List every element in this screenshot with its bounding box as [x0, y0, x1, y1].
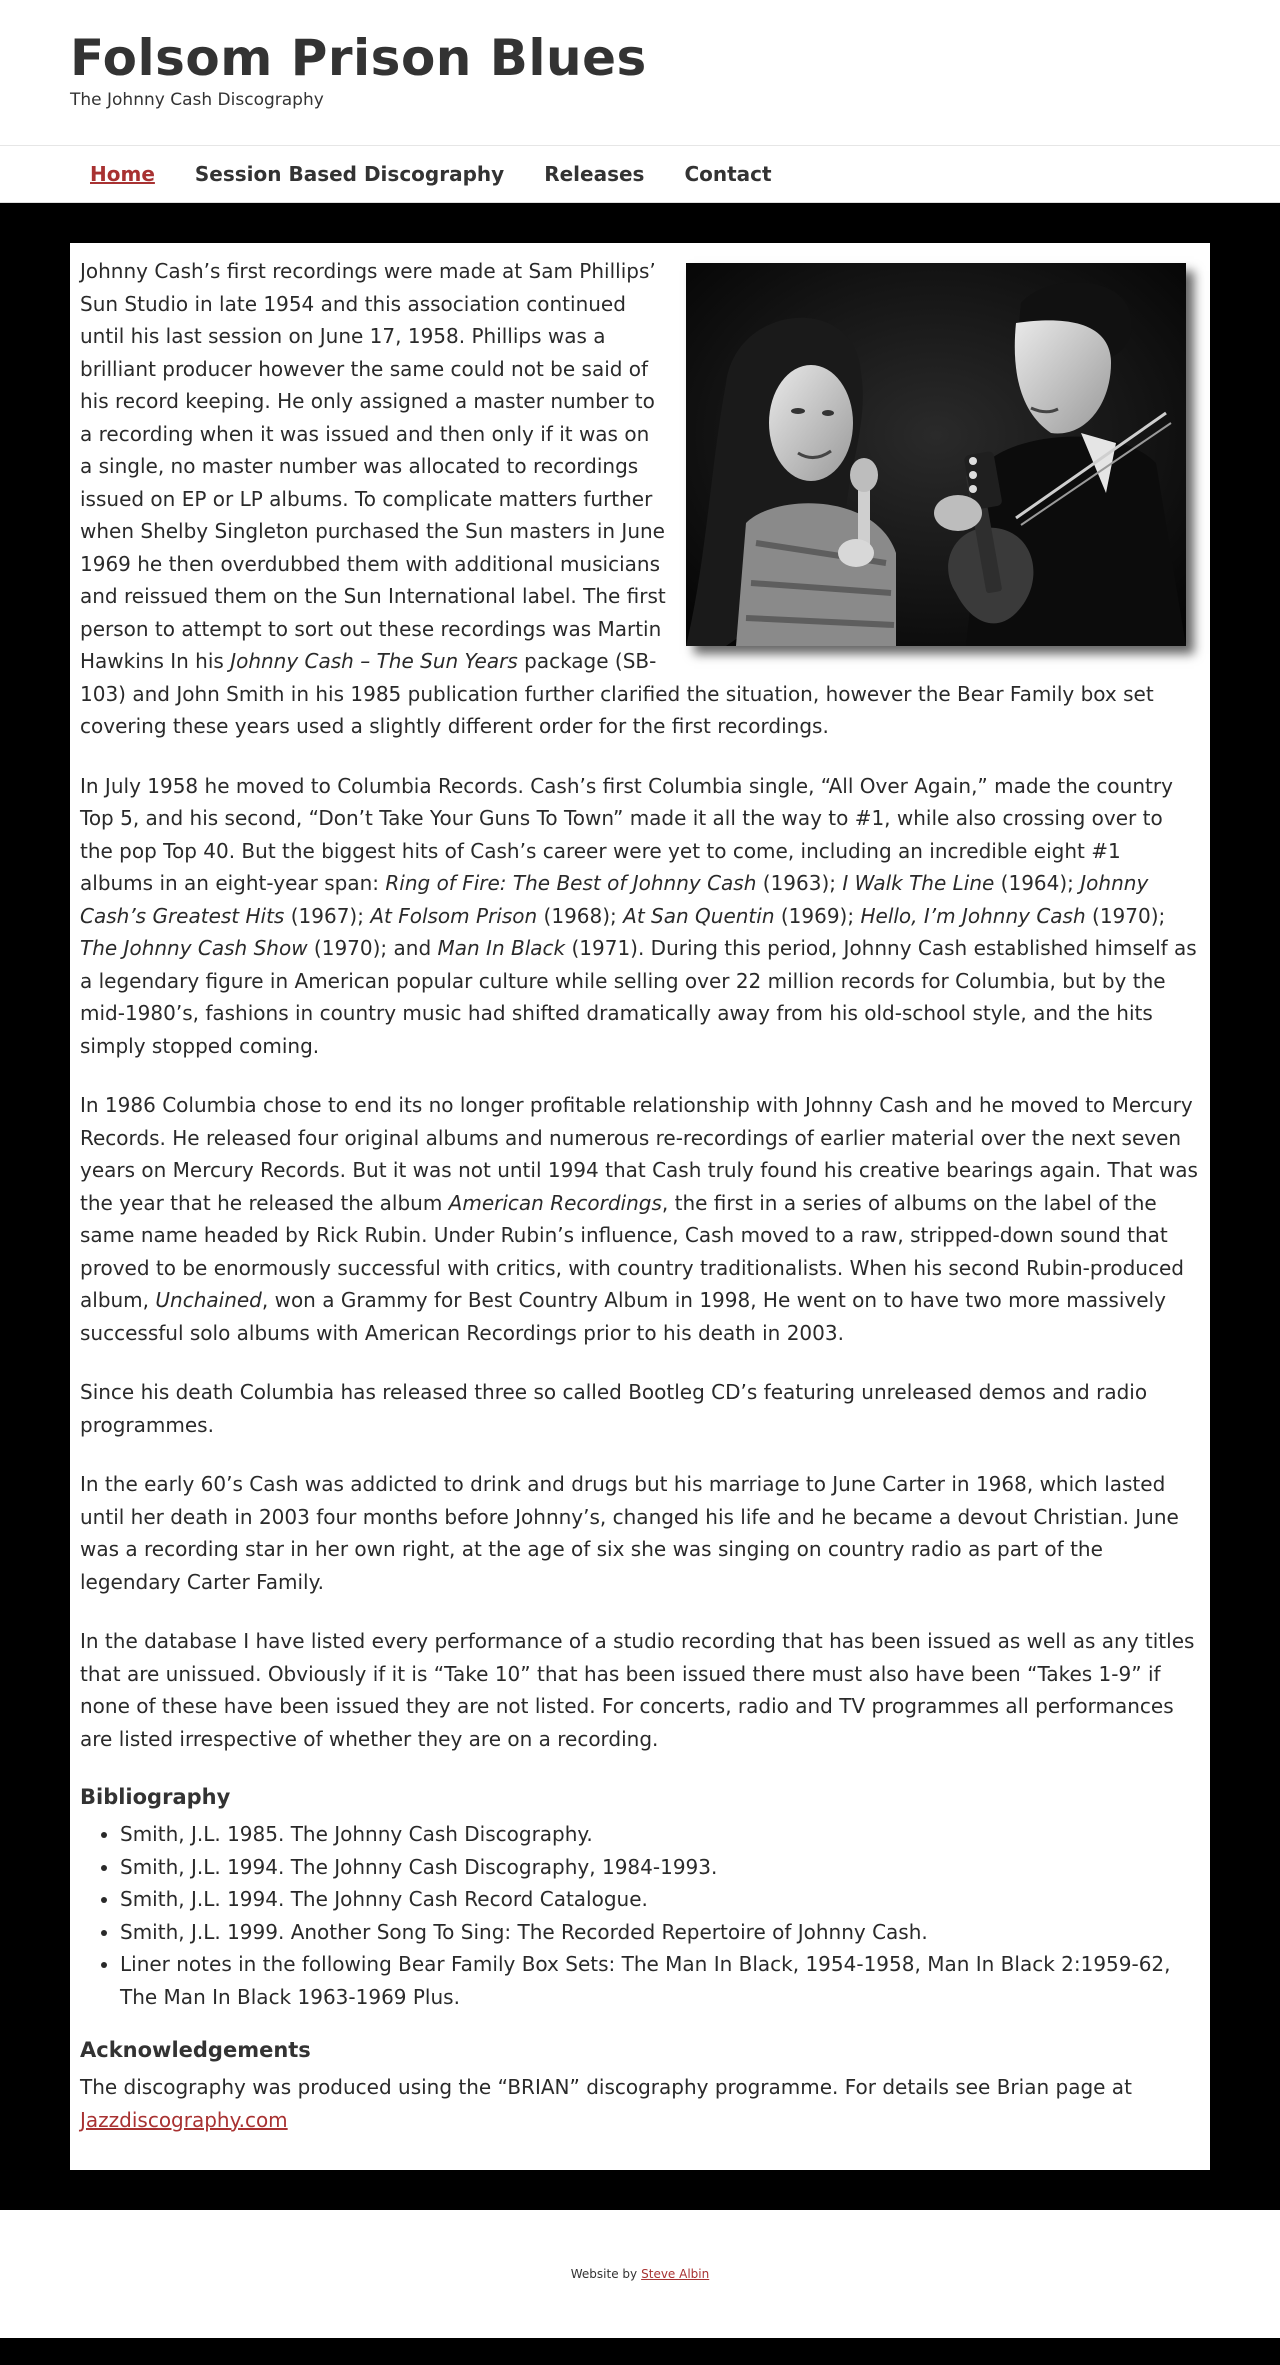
text-run: (1971). During this period, Johnny Cash established himself as a legendary figure in American popular culture while selling over 22 million records for Columbia, but by the mid-1980’s, fashions in country music had shifted dramatically away from his old-school style, and the hits simply stopped coming. — [80, 936, 1197, 1058]
album-title: Johnny Cash – The Sun Years — [230, 649, 518, 673]
main-content — [70, 243, 1210, 2170]
album-title: Unchained — [155, 1288, 262, 1312]
footer-author-link[interactable]: Steve Albin — [641, 2267, 710, 2281]
album-title: I Walk The Line — [842, 871, 995, 895]
acknowledgements-text: The discography was produced using the “BRIAN” discography programme. For details see Brian page at — [80, 2075, 1132, 2099]
acknowledgements-heading: Acknowledgements — [80, 2038, 311, 2062]
text-run: , won a Grammy for Best Country Album in 1998, He went on to have two more massively successful solo albums with American Recordings prior to his death in 2003. — [80, 1288, 1166, 1345]
site-title[interactable]: Folsom Prison Blues — [70, 29, 647, 87]
text-run: In 1986 Columbia chose to end its no longer profitable relationship with Johnny Cash and he moved to Mercury Records. He released four original albums and numerous re-recordings of earlier material over the next seven years on Mercury Records. But it was not until 1994 that Cash truly found his creative bearings again. That was the year that he released the album — [80, 1093, 1198, 1215]
main-navigation — [0, 146, 1280, 203]
site-header — [0, 0, 1280, 146]
bootleg-paragraph: Since his death Columbia has released three so called Bootleg CD’s featuring unreleased demos and radio programmes. — [80, 1380, 1148, 1437]
text-run: (1963); — [756, 871, 843, 895]
album-title: Johnny Cash’s Greatest Hits — [80, 871, 1149, 928]
album-title: Ring of Fire: The Best of Johnny Cash — [385, 871, 757, 895]
bibliography-item: • Smith, J.L. 1994. The Johnny Cash Discography, 1984-1993. — [120, 1851, 1198, 1884]
site-footer — [0, 2210, 1280, 2338]
columbia-paragraph — [80, 770, 1198, 1063]
cash-carter-photo — [686, 263, 1186, 646]
database-paragraph: In the database I have listed every performance of a studio recording that has been issued as well as any titles that are unissued. Obviously if it is “Take 10” that has been issued there must also have been “Takes 1-9” if none of these have been issued they are not listed. For concerts, radio and TV programmes all performances are listed irrespective of whether they are on a recording. — [80, 1629, 1195, 1751]
bibliography-list — [80, 1818, 1198, 2013]
nav-item-session-based-discography[interactable]: Session Based Discography — [194, 162, 505, 186]
bibliography-item: • Smith, J.L. 1999. Another Song To Sing: The Recorded Repertoire of Johnny Cash. — [120, 1916, 1198, 1949]
nav-item-contact[interactable]: Contact — [684, 162, 772, 186]
site-description: The Johnny Cash Discography — [70, 90, 324, 110]
nav-item-home[interactable]: Home — [90, 162, 155, 186]
photo-image — [686, 263, 1186, 646]
text-run: package (SB-103) and John Smith in his 1985 publication further clarified the situation, however the Bear Family box set covering these years used a slightly different order for the first recordings. — [80, 649, 1154, 738]
acknowledgements-paragraph — [80, 2071, 1198, 2136]
album-title: At Folsom Prison — [370, 903, 538, 928]
text-run: Johnny Cash’s first recordings were made at Sam Phillips’ Sun Studio in late 1954 and this association continued until his last session on June 17, 1958. Phillips was a brilliant producer however the same could not be said of his record keeping. He only assigned a master number to a recording when it was issued and then only if it was on a single, no master number was allocated to recordings issued on EP or LP albums. To complicate matters further when Shelby Singleton purchased the Sun masters in June 1969 he then overdubbed them with additional musicians and reissued them on the Sun International label. The first person to attempt to sort out these recordings was Martin Hawkins In his — [80, 259, 666, 673]
text-run: In July 1958 he moved to Columbia Records. Cash’s first Columbia single, “All Over Again,” made the country Top 5, and his second, “Don’t Take Your Guns To Town” made it all the way to #1, while also crossing over to the pop Top 40. But the biggest hits of Cash’s career were yet to come, including an incredible eight #1 albums in an eight-year span: — [80, 773, 1173, 895]
text-run: (1970); and — [307, 936, 438, 960]
text-run: , the first in a series of albums on the label of the same name headed by Rick Rubin. Under Rubin’s influence, Cash moved to a raw, stripped-down sound that proved to be enormously successful with critics, with country traditionalists. When his second Rubin-produced album, — [80, 1190, 1184, 1312]
album-title: Hello, I’m Johnny Cash — [860, 903, 1086, 928]
text-run: (1969); — [774, 903, 861, 928]
nav-item-releases[interactable]: Releases — [544, 162, 645, 186]
album-title: The Johnny Cash Show — [80, 936, 308, 960]
album-title: American Recordings — [448, 1190, 662, 1215]
mercury-paragraph — [80, 1089, 1198, 1349]
footer-prefix: Website by — [570, 2267, 638, 2281]
text-run: (1964); — [994, 871, 1081, 895]
text-run: (1968); — [537, 903, 624, 928]
album-title: Man In Black — [437, 936, 566, 960]
content-stage — [0, 203, 1280, 2210]
text-run: (1970); — [1085, 903, 1166, 928]
june-carter-paragraph: In the early 60’s Cash was addicted to drink and drugs but his marriage to June Carter in 1968, which lasted until her death in 2003 four months before Johnny’s, changed his life and he became a devout Christian. June was a recording star in her own right, at the age of six she was singing on country radio as part of the legendary Carter Family. — [80, 1472, 1179, 1594]
bibliography-item: • Smith, J.L. 1985. The Johnny Cash Discography. — [120, 1818, 1198, 1851]
bibliography-heading: Bibliography — [80, 1785, 231, 1809]
bibliography-item: • Liner notes in the following Bear Family Box Sets: The Man In Black, 1954-1958, Man In Black 2:1959-62, The Man In Black 1963-1969 Plus. — [120, 1948, 1198, 2013]
jazzdiscography-link[interactable]: Jazzdiscography.com — [80, 2107, 288, 2132]
bibliography-item: • Smith, J.L. 1994. The Johnny Cash Record Catalogue. — [120, 1883, 1198, 1916]
album-title: At San Quentin — [623, 903, 775, 928]
text-run: (1967); — [284, 903, 371, 928]
